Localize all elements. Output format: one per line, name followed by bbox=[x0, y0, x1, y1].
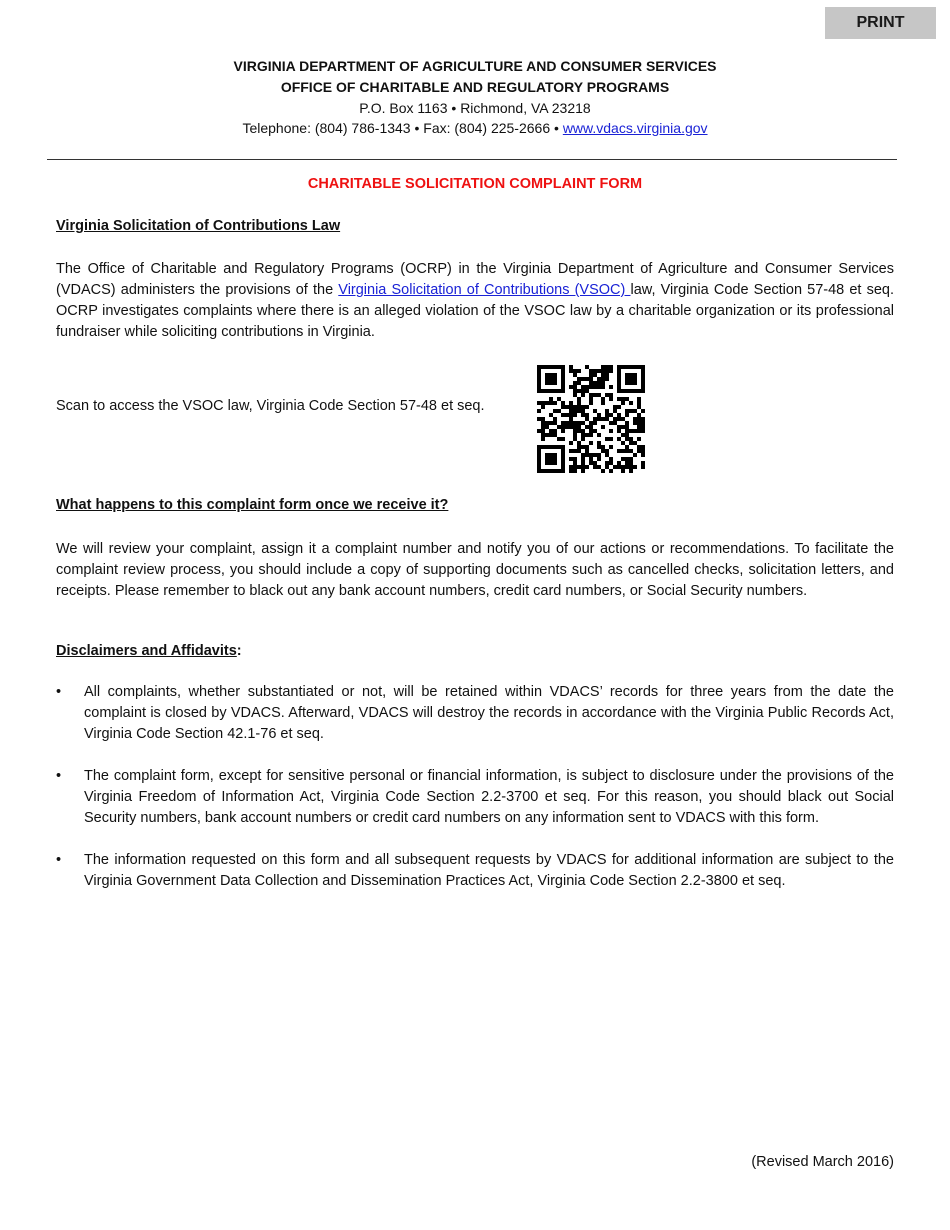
disclaimer-list bbox=[56, 682, 894, 913]
disclaimers-heading-colon: : bbox=[236, 643, 242, 659]
print-button[interactable]: PRINT bbox=[825, 7, 936, 39]
process-paragraph: We will review your complaint, assign it a complaint number and notify you of our actions or recommendations. To facilitate the complaint review process, you should include a copy of supporting documents such as cancelled checks, solicitation letters, and receipts. Please remember to black out any bank account numbers, credit card numbers, or Social Security numbers. bbox=[56, 541, 894, 599]
law-paragraph bbox=[56, 259, 894, 343]
bullet-icon: • bbox=[56, 852, 62, 868]
website-link[interactable]: www.vdacs.virginia.gov bbox=[562, 120, 708, 136]
disclaimer-text: The information requested on this form and all subsequent requests by VDACS for additional information are subject to the Virginia Government Data Collection and Dissemination Practices Act, Virginia Code Section 2.2-3800 et seq. bbox=[84, 852, 894, 889]
office-name: OFFICE OF CHARITABLE AND REGULATORY PROGRAMS bbox=[280, 79, 670, 95]
form-title: CHARITABLE SOLICITATION COMPLAINT FORM bbox=[307, 176, 643, 192]
law-text-end: law, Virginia Code Section 57-48 et seq. OCRP investigates complaints where there is an alleged violation of the VSOC law by a charitable organization or its professional fundraiser while soliciting contributions in Virginia. bbox=[56, 282, 895, 340]
header-divider bbox=[47, 159, 897, 160]
revision-date: (Revised March 2016) bbox=[751, 1154, 894, 1170]
disclaimers-heading-text: Disclaimers and Affidavits bbox=[56, 643, 237, 659]
scan-instruction: Scan to access the VSOC law, Virginia Code Section 57-48 et seq. bbox=[56, 398, 485, 414]
phone-fax: Telephone: (804) 786-1343 • Fax: (804) 225-2666 • bbox=[242, 120, 563, 136]
bullet-icon: • bbox=[56, 684, 62, 700]
list-item bbox=[56, 850, 894, 892]
list-item bbox=[56, 682, 894, 745]
disclaimers-heading bbox=[56, 643, 242, 659]
department-name: VIRGINIA DEPARTMENT OF AGRICULTURE AND CONSUMER SERVICES bbox=[233, 58, 717, 74]
disclaimer-text: All complaints, whether substantiated or not, will be retained within VDACS’ records for three years from the date the complaint is closed by VDACS. Afterward, VDACS will destroy the records in accordance with the Virginia Public Records Act, Virginia Code Section 42.1-76 et seq. bbox=[84, 684, 894, 742]
letterhead bbox=[0, 56, 950, 138]
contact-line bbox=[0, 118, 950, 138]
list-item bbox=[56, 766, 894, 829]
disclaimer-text: The complaint form, except for sensitive personal or financial information, is subject to disclosure under the provisions of the Virginia Freedom of Information Act, Virginia Code Section 2.2-3700 et seq. For this reason, you should black out Social Security numbers, bank account numbers or credit card numbers on any information sent to VDACS with this form. bbox=[84, 768, 894, 826]
vsoc-link[interactable]: Virginia Solicitation of Contributions (VSOC) bbox=[338, 282, 631, 298]
mailing-address: P.O. Box 1163 • Richmond, VA 23218 bbox=[359, 100, 591, 116]
process-heading: What happens to this complaint form once we receive it? bbox=[56, 497, 449, 513]
qr-code-icon[interactable] bbox=[537, 365, 645, 473]
law-text-start: The Office of Charitable and Regulatory Programs (OCRP) in the Virginia Department of Agriculture and Consumer Services (VDACS) administers the provisions of the bbox=[56, 261, 894, 298]
law-heading: Virginia Solicitation of Contributions Law bbox=[56, 218, 341, 234]
bullet-icon: • bbox=[56, 768, 62, 784]
